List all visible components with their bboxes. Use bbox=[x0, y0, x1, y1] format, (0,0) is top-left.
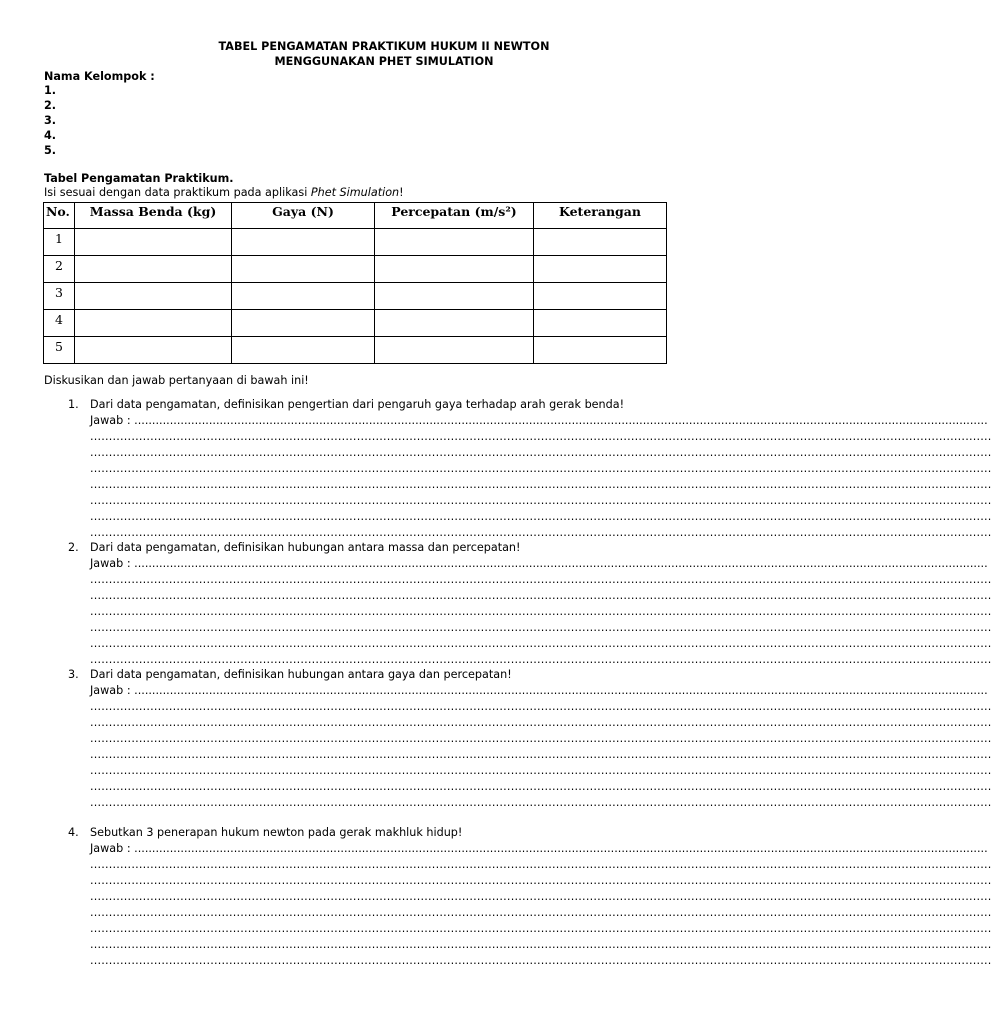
table-instruction bbox=[44, 186, 404, 199]
answer-line[interactable]: ................................................................................................................................................................................................................................................ bbox=[90, 605, 991, 618]
question-number: 2. bbox=[68, 541, 79, 554]
cell-mass[interactable] bbox=[75, 229, 232, 256]
instruction-italic: Phet Simulation bbox=[310, 186, 400, 199]
table-heading: Tabel Pengamatan Praktikum. bbox=[44, 172, 234, 185]
answer-line[interactable]: ................................................................................................................................................................................................................................................ bbox=[90, 938, 991, 951]
table-row bbox=[44, 229, 667, 256]
answer-line[interactable]: ................................................................................................................................................................................................................................................ bbox=[90, 780, 991, 793]
answer-line-first[interactable] bbox=[90, 557, 988, 570]
col-header-mass: Massa Benda (kg) bbox=[75, 203, 232, 229]
answer-line[interactable]: ................................................................................................................................................................................................................................................ bbox=[90, 700, 991, 713]
group-name-label: Nama Kelompok : bbox=[44, 70, 155, 83]
answer-line[interactable]: ................................................................................................................................................................................................................................................ bbox=[90, 922, 991, 935]
cell-mass[interactable] bbox=[75, 337, 232, 364]
answer-line[interactable]: ................................................................................................................................................................................................................................................ bbox=[90, 954, 991, 967]
col-header-acceleration: Percepatan (m/s²) bbox=[375, 203, 534, 229]
cell-force[interactable] bbox=[232, 310, 375, 337]
discussion-intro: Diskusikan dan jawab pertanyaan di bawah ini! bbox=[44, 374, 309, 387]
dotted-line: ................................................................................................................................................................................................................................................ bbox=[134, 842, 988, 855]
question-text: Sebutkan 3 penerapan hukum newton pada gerak makhluk hidup! bbox=[90, 826, 463, 839]
answer-line[interactable]: ................................................................................................................................................................................................................................................ bbox=[90, 589, 991, 602]
cell-notes[interactable] bbox=[534, 310, 667, 337]
cell-force[interactable] bbox=[232, 337, 375, 364]
dotted-line: ................................................................................................................................................................................................................................................ bbox=[134, 684, 988, 697]
answer-line[interactable]: ................................................................................................................................................................................................................................................ bbox=[90, 446, 991, 459]
table-row bbox=[44, 256, 667, 283]
dotted-line: ................................................................................................................................................................................................................................................ bbox=[134, 557, 988, 570]
question-number: 1. bbox=[68, 398, 79, 411]
instruction-suffix: ! bbox=[399, 186, 404, 199]
title-line-1: TABEL PENGAMATAN PRAKTIKUM HUKUM II NEWTON bbox=[218, 40, 550, 53]
question-text: Dari data pengamatan, definisikan hubungan antara massa dan percepatan! bbox=[90, 541, 521, 554]
table-row bbox=[44, 283, 667, 310]
row-number: 5 bbox=[44, 337, 75, 364]
group-member-2: 2. bbox=[44, 99, 57, 112]
question-text: Dari data pengamatan, definisikan pengertian dari pengaruh gaya terhadap arah gerak benda! bbox=[90, 398, 625, 411]
answer-line[interactable]: ................................................................................................................................................................................................................................................ bbox=[90, 526, 991, 539]
answer-line-first[interactable] bbox=[90, 414, 988, 427]
answer-line-first[interactable] bbox=[90, 842, 988, 855]
question-text: Dari data pengamatan, definisikan hubungan antara gaya dan percepatan! bbox=[90, 668, 512, 681]
answer-line[interactable]: ................................................................................................................................................................................................................................................ bbox=[90, 573, 991, 586]
answer-label: Jawab : bbox=[90, 842, 135, 855]
table-row bbox=[44, 337, 667, 364]
group-member-3: 3. bbox=[44, 114, 57, 127]
answer-line[interactable]: ................................................................................................................................................................................................................................................ bbox=[90, 748, 991, 761]
answer-line[interactable]: ................................................................................................................................................................................................................................................ bbox=[90, 764, 991, 777]
question-number: 4. bbox=[68, 826, 79, 839]
group-member-4: 4. bbox=[44, 129, 57, 142]
cell-notes[interactable] bbox=[534, 337, 667, 364]
cell-acceleration[interactable] bbox=[375, 256, 534, 283]
answer-line[interactable]: ................................................................................................................................................................................................................................................ bbox=[90, 653, 991, 666]
group-member-1: 1. bbox=[44, 84, 57, 97]
answer-line[interactable]: ................................................................................................................................................................................................................................................ bbox=[90, 637, 991, 650]
answer-line[interactable]: ................................................................................................................................................................................................................................................ bbox=[90, 874, 991, 887]
cell-acceleration[interactable] bbox=[375, 283, 534, 310]
observation-table bbox=[43, 202, 667, 364]
cell-mass[interactable] bbox=[75, 283, 232, 310]
answer-line[interactable]: ................................................................................................................................................................................................................................................ bbox=[90, 796, 991, 809]
col-header-force: Gaya (N) bbox=[232, 203, 375, 229]
cell-notes[interactable] bbox=[534, 256, 667, 283]
answer-line[interactable]: ................................................................................................................................................................................................................................................ bbox=[90, 510, 991, 523]
answer-line[interactable]: ................................................................................................................................................................................................................................................ bbox=[90, 462, 991, 475]
answer-line[interactable]: ................................................................................................................................................................................................................................................ bbox=[90, 906, 991, 919]
table-header-row bbox=[44, 203, 667, 229]
cell-force[interactable] bbox=[232, 283, 375, 310]
answer-line[interactable]: ................................................................................................................................................................................................................................................ bbox=[90, 716, 991, 729]
answer-label: Jawab : bbox=[90, 684, 135, 697]
answer-line[interactable]: ................................................................................................................................................................................................................................................ bbox=[90, 621, 991, 634]
question-number: 3. bbox=[68, 668, 79, 681]
title-line-2: MENGGUNAKAN PHET SIMULATION bbox=[274, 55, 494, 68]
cell-force[interactable] bbox=[232, 256, 375, 283]
col-header-no: No. bbox=[44, 203, 75, 229]
cell-force[interactable] bbox=[232, 229, 375, 256]
cell-acceleration[interactable] bbox=[375, 229, 534, 256]
answer-line[interactable]: ................................................................................................................................................................................................................................................ bbox=[90, 430, 991, 443]
answer-line[interactable]: ................................................................................................................................................................................................................................................ bbox=[90, 890, 991, 903]
cell-notes[interactable] bbox=[534, 229, 667, 256]
row-number: 4 bbox=[44, 310, 75, 337]
row-number: 2 bbox=[44, 256, 75, 283]
answer-line-first[interactable] bbox=[90, 684, 988, 697]
col-header-notes: Keterangan bbox=[534, 203, 667, 229]
cell-acceleration[interactable] bbox=[375, 310, 534, 337]
group-member-5: 5. bbox=[44, 144, 57, 157]
answer-line[interactable]: ................................................................................................................................................................................................................................................ bbox=[90, 858, 991, 871]
answer-label: Jawab : bbox=[90, 557, 135, 570]
answer-line[interactable]: ................................................................................................................................................................................................................................................ bbox=[90, 732, 991, 745]
row-number: 1 bbox=[44, 229, 75, 256]
cell-notes[interactable] bbox=[534, 283, 667, 310]
answer-line[interactable]: ................................................................................................................................................................................................................................................ bbox=[90, 494, 991, 507]
answer-label: Jawab : bbox=[90, 414, 135, 427]
answer-line[interactable]: ................................................................................................................................................................................................................................................ bbox=[90, 478, 991, 491]
row-number: 3 bbox=[44, 283, 75, 310]
cell-mass[interactable] bbox=[75, 310, 232, 337]
cell-acceleration[interactable] bbox=[375, 337, 534, 364]
table-row bbox=[44, 310, 667, 337]
instruction-prefix: Isi sesuai dengan data praktikum pada aplikasi bbox=[44, 186, 311, 199]
cell-mass[interactable] bbox=[75, 256, 232, 283]
dotted-line: ................................................................................................................................................................................................................................................ bbox=[134, 414, 988, 427]
